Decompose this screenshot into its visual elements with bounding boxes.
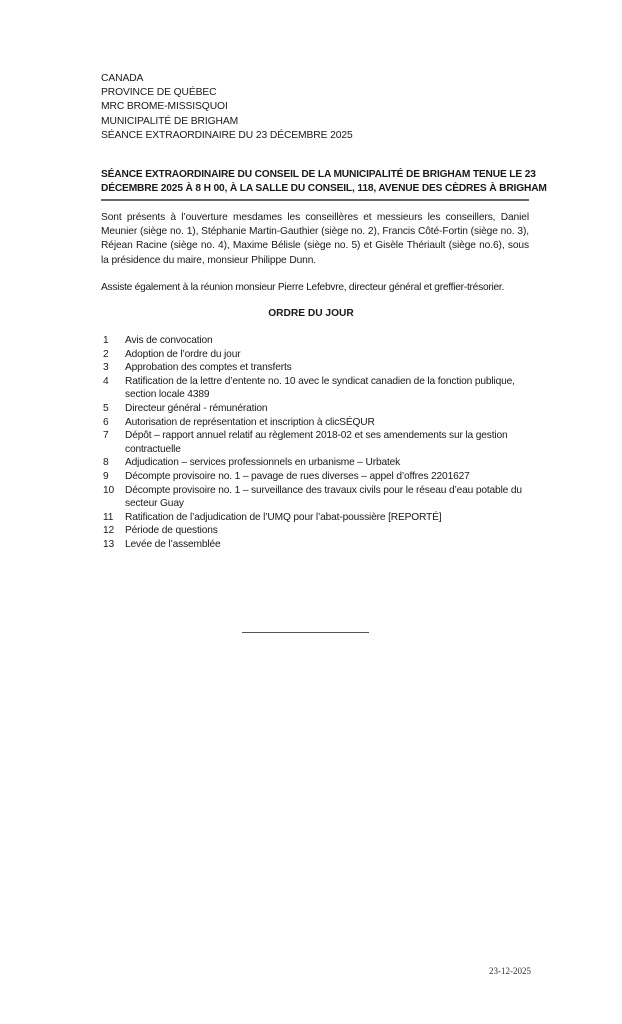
agenda-item <box>103 511 533 525</box>
agenda-item-number: 10 <box>103 484 115 496</box>
agenda-item-text: Décompte provisoire no. 1 – surveillance des travaux civils pour le réseau d’eau potable du secteur Guay <box>125 484 522 510</box>
agenda-item <box>103 484 533 511</box>
agenda-item-number: 11 <box>103 511 114 523</box>
agenda-item-text: Adoption de l’ordre du jour <box>125 348 241 360</box>
meeting-title-line-1: SÉANCE EXTRAORDINAIRE DU CONSEIL DE LA MUNICIPALITÉ DE BRIGHAM TENUE LE 23 <box>101 169 536 180</box>
agenda-item <box>103 538 533 552</box>
agenda-item-number: 12 <box>103 525 115 537</box>
document-header <box>101 72 353 143</box>
signature-line <box>242 632 369 633</box>
agenda-item-text: Avis de convocation <box>125 335 213 346</box>
agenda-item-number: 7 <box>103 430 109 442</box>
agenda-item <box>103 470 533 484</box>
agenda-item-number: 2 <box>103 348 109 360</box>
agenda-item-number: 9 <box>103 470 109 482</box>
agenda-item-text: Ratification de la lettre d’entente no. 10 avec le syndicat canadien de la fonction publique, section locale 4389 <box>125 375 515 401</box>
agenda-item <box>103 361 533 375</box>
header-municipality: MUNICIPALITÉ DE BRIGHAM <box>101 115 239 127</box>
agenda-item <box>103 416 533 430</box>
header-province: PROVINCE DE QUÉBEC <box>101 87 217 99</box>
agenda-item <box>103 524 533 538</box>
agenda-item-number: 5 <box>103 402 109 414</box>
agenda-item <box>103 402 533 416</box>
agenda-title: ORDRE DU JOUR <box>268 308 354 319</box>
agenda-list <box>103 334 533 552</box>
header-session: SÉANCE EXTRAORDINAIRE DU 23 DÉCEMBRE 2025 <box>101 129 353 141</box>
agenda-item-number: 13 <box>103 538 115 550</box>
agenda-item <box>103 429 533 456</box>
agenda-item-text: Approbation des comptes et transferts <box>125 362 292 374</box>
agenda-item <box>103 375 533 402</box>
agenda-item-text: Décompte provisoire no. 1 – pavage de rues diverses – appel d’offres 2201627 <box>125 470 470 482</box>
agenda-item-number: 6 <box>103 416 109 428</box>
meeting-title <box>101 168 547 201</box>
agenda-item-text: Période de questions <box>125 525 218 537</box>
meeting-title-line-2: DÉCEMBRE 2025 À 8 H 00, À LA SALLE DU CONSEIL, 118, AVENUE DES CÈDRES À BRIGHAM <box>101 183 547 194</box>
agenda-item-number: 1 <box>103 335 109 346</box>
agenda-item <box>103 456 533 470</box>
agenda-item-text: Ratification de l’adjudication de l’UMQ pour l’abat-poussière [REPORTÉ] <box>125 511 442 523</box>
agenda-item-text: Autorisation de représentation et inscription à clicSÉQUR <box>125 416 375 428</box>
also-present-paragraph: Assiste également à la réunion monsieur Pierre Lefebvre, directeur général et greffier-trésorier. <box>101 282 505 293</box>
agenda-item-text: Directeur général - rémunération <box>125 402 268 414</box>
agenda-item <box>103 348 533 362</box>
agenda-item-text: Levée de l’assemblée <box>125 538 221 550</box>
agenda-item-number: 3 <box>103 362 109 374</box>
agenda-item <box>103 334 533 348</box>
attendance-paragraph: Sont présents à l’ouverture mesdames les conseillères et messieurs les conseillers, Daniel Meunier (siège no. 1), Stéphanie Martin-Gauthier (siège no. 2), Francis Côté-Fortin (siège no. 3), Réjean Racine (siège no. 4), Maxime Bélisle (siège no. 5) et Gisèle Thériault (siège no.6), sous la présidence du maire, monsieur Philippe Dunn. <box>101 212 529 266</box>
agenda-item-number: 8 <box>103 457 109 469</box>
agenda-item-text: Dépôt – rapport annuel relatif au règlement 2018-02 et ses amendements sur la gestion contractuelle <box>125 430 508 455</box>
header-mrc: MRC BROME-MISSISQUOI <box>101 101 228 113</box>
agenda-item-text: Adjudication – services professionnels en urbanisme – Urbatek <box>125 457 401 469</box>
header-country: CANADA <box>101 73 144 84</box>
agenda-item-number: 4 <box>103 375 109 387</box>
footer-date: 23-12-2025 <box>489 966 531 976</box>
